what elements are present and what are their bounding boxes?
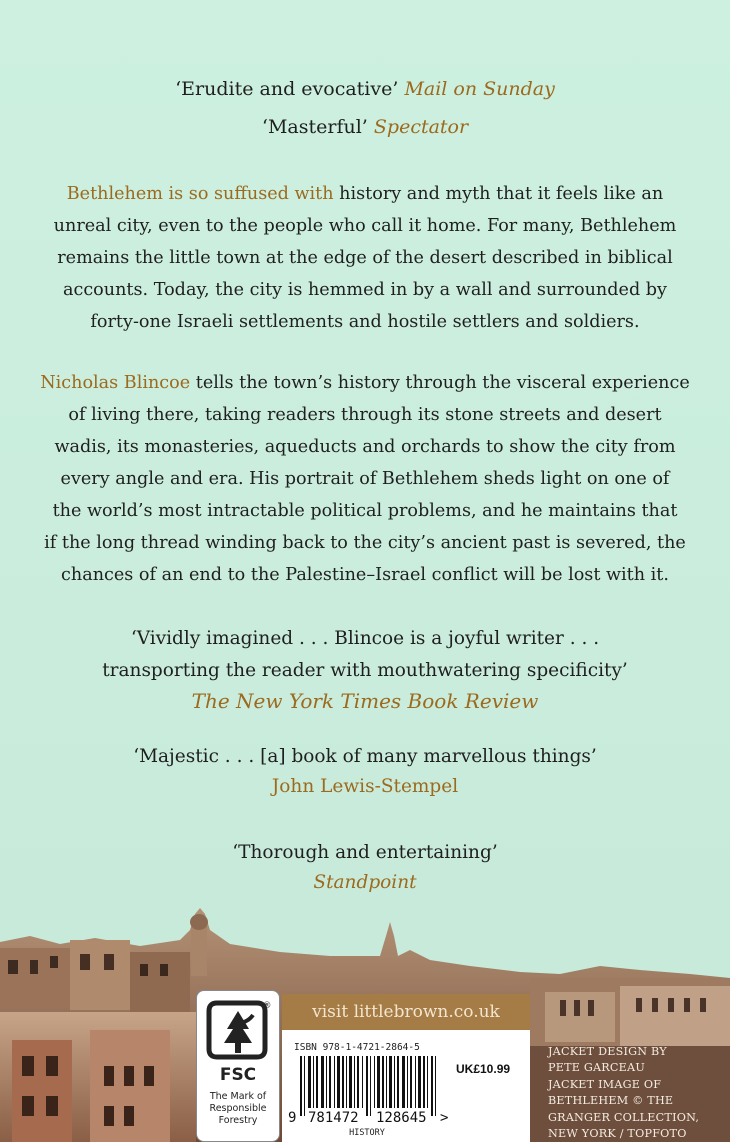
isbn-text: ISBN 978-1-4721-2864-5	[294, 1042, 420, 1053]
author-name: Nicholas Blincoe	[40, 373, 191, 393]
blurb-p1-line3: remains the little town at the edge of the desert described in biblical	[57, 248, 673, 268]
publisher-website: visit littlebrown.co.uk	[282, 994, 530, 1030]
barcode-digits-left: 781472	[308, 1110, 359, 1126]
price-label: UK£10.99	[456, 1062, 511, 1076]
credit-line: GRANGER COLLECTION,	[548, 1110, 700, 1124]
review-nyt-line1: ‘Vividly imagined . . . Blincoe is a joyful writer . . .	[130, 628, 600, 649]
fsc-tagline: Forestry	[218, 1115, 258, 1126]
credit-line: BETHLEHEM © THE	[548, 1094, 674, 1108]
registered-mark: ®	[262, 1001, 272, 1011]
quote-source: Mail on Sunday	[404, 78, 555, 100]
review-standpoint-source: Standpoint	[313, 872, 417, 893]
credit-line: JACKET DESIGN BY	[548, 1045, 667, 1058]
quote-mail-on-sunday	[0, 78, 730, 100]
blurb-p1-line4: accounts. Today, the city is hemmed in by a wall and surrounded by	[62, 280, 667, 300]
review-lewis-stempel-quote: ‘Majestic . . . [a] book of many marvellous things’	[133, 746, 597, 767]
review-standpoint-quote: ‘Thorough and entertaining’	[232, 842, 498, 863]
quote-spectator	[0, 116, 730, 138]
barcode-icon	[298, 1056, 458, 1116]
category-label: HISTORY	[349, 1128, 385, 1138]
credit-line: JACKET IMAGE OF	[548, 1077, 662, 1091]
blurb-p2-line7: chances of an end to the Palestine–Israel conflict will be lost with it.	[61, 565, 669, 585]
blurb-p2-line2: of living there, taking readers through its stone streets and desert	[68, 405, 662, 425]
fsc-tagline: Responsible	[209, 1103, 267, 1114]
blurb-p2-line6: if the long thread winding back to the city’s ancient past is severed, the	[44, 533, 686, 553]
fsc-wordmark: FSC	[219, 1065, 257, 1085]
barcode-digit: 9	[288, 1110, 297, 1126]
blurb-p2-line4: every angle and era. His portrait of Bethlehem sheds light on one of	[60, 469, 670, 489]
quote-text: ‘Masterful’	[261, 116, 368, 138]
blurb-p2-line3: wadis, its monasteries, aqueducts and orchards to show the city from	[54, 437, 676, 457]
blurb-p1-line2: unreal city, even to the people who call it home. For many, Bethlehem	[53, 216, 677, 236]
blurb-lead: Bethlehem is so suffused with	[66, 184, 334, 204]
review-nyt-line2: transporting the reader with mouthwatering specificity’	[102, 660, 628, 681]
barcode-digits-right: 128645	[376, 1110, 427, 1126]
review-nyt-source: The New York Times Book Review	[191, 689, 539, 713]
blurb-p2-line1	[0, 373, 730, 393]
barcode-end-marker: >	[440, 1110, 449, 1126]
review-lewis-stempel-source: John Lewis-Stempel	[271, 776, 459, 797]
barcode-panel	[282, 1030, 530, 1142]
blurb-p1-line5: forty-one Israeli settlements and hostile settlers and soldiers.	[90, 312, 640, 332]
quote-source: Spectator	[373, 116, 469, 138]
credit-line: PETE GARCEAU	[548, 1061, 645, 1075]
blurb-text: history and myth that it feels like an	[333, 184, 664, 204]
blurb-text: tells the town’s history through the visceral experience	[190, 373, 690, 393]
fsc-logo	[196, 990, 280, 1142]
fsc-tagline: The Mark of	[209, 1091, 267, 1102]
credit-line: NEW YORK / TOPFOTO	[548, 1127, 687, 1141]
quote-text: ‘Erudite and evocative’	[175, 78, 399, 100]
jacket-credits	[548, 1044, 730, 1142]
blurb-p1-line1	[0, 184, 730, 204]
blurb-p2-line5: the world’s most intractable political problems, and he maintains that	[52, 501, 678, 521]
